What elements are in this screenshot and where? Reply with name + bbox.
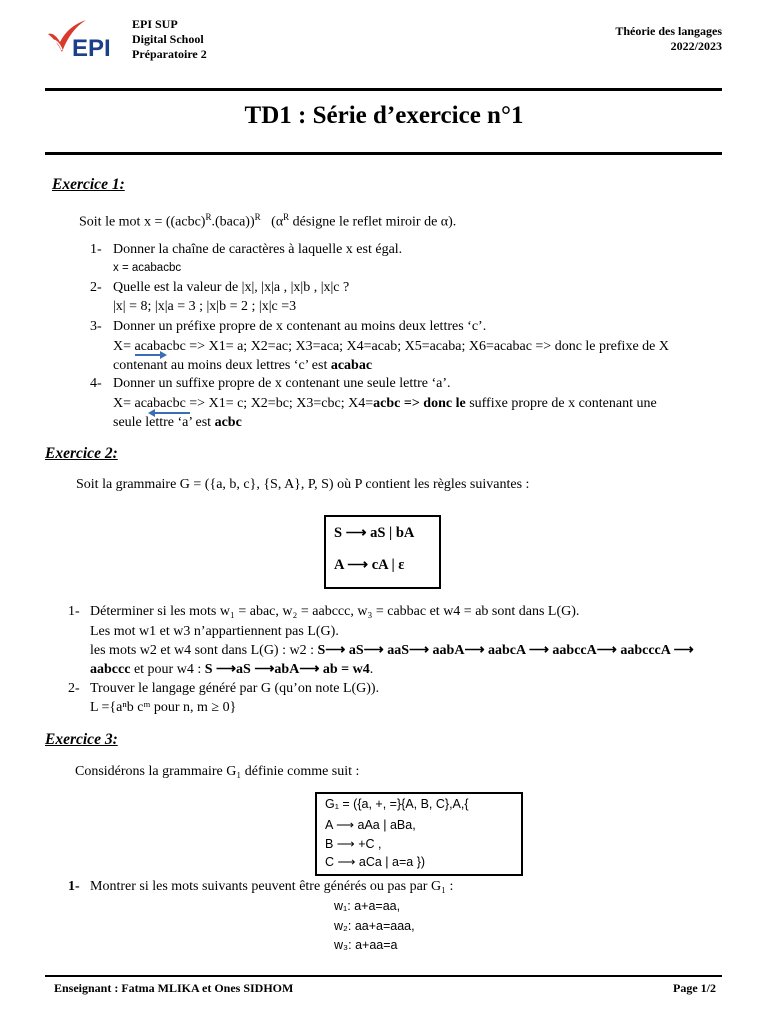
ex2-q2-num: 2-: [68, 681, 80, 696]
ex3-q1-text: Montrer si les mots suivants peuvent être générés ou pas par G₁ :: [90, 879, 454, 894]
school-line2: Digital School: [132, 32, 204, 46]
page-title: TD1 : Série d’exercice n°1: [244, 102, 524, 129]
footer-page: Page 1/2: [673, 981, 716, 995]
ex2-rules-box: [324, 515, 441, 589]
ex2-rule2: A ⟶ cA | ε: [334, 557, 405, 573]
ex1-q1-num: 1-: [90, 242, 102, 257]
ex1-q4-num: 4-: [90, 376, 102, 391]
ex1-a3-line1: X= acabacbc => X1= a; X2=ac; X3=aca; X4=acab; X5=acaba; X6=acabac => donc le prefixe de X: [113, 339, 669, 354]
footer-rule: [45, 975, 722, 977]
epi-logo: [46, 18, 126, 62]
ex2-a2: L ={aⁿb cᵐ pour n, m ≥ 0}: [90, 700, 237, 715]
ex3-heading: Exercice 3:: [45, 731, 118, 748]
prefix-arrow-icon: [135, 354, 165, 356]
ex3-intro: Considérons la grammaire G₁ définie comme suit :: [75, 764, 360, 779]
ex1-a1: x = acabacbc: [113, 262, 182, 274]
ex3-box-line1: G₁ = ({a, +, =}{A, B, C},A,{: [325, 797, 469, 811]
ex1-q3-num: 3-: [90, 319, 102, 334]
ex3-box-line4: C ⟶ aCa | a=a }): [325, 855, 426, 869]
ex3-w1: w₁: a+a=aa,: [334, 899, 401, 913]
ex1-q3-text: Donner un préfixe propre de x contenant au moins deux lettres ‘c’.: [113, 319, 487, 334]
ex2-a1-line3: aabccc et pour w4 : S ⟶aS ⟶abA⟶ ab = w4.: [90, 662, 374, 677]
ex1-heading: Exercice 1:: [52, 176, 125, 193]
ex2-q2-text: Trouver le langage généré par G (qu’on note L(G)).: [90, 681, 380, 696]
logo-text: EPI: [72, 35, 111, 62]
ex2-a1-line2: les mots w2 et w4 sont dans L(G) : w2 : S⟶ aS⟶ aaS⟶ aabA⟶ aabcA ⟶ aabccA⟶ aabcccA ⟶: [90, 643, 694, 658]
ex1-q4-text: Donner un suffixe propre de x contenant une seule lettre ‘a’.: [113, 376, 451, 391]
ex1-a4-line1: X= acabacbc => X1= c; X2=bc; X3=cbc; X4=acbc => donc le suffixe propre de x contenant une: [113, 396, 657, 411]
title-rule-top: [45, 88, 722, 91]
ex1-q1-text: Donner la chaîne de caractères à laquelle x est égal.: [113, 242, 403, 257]
ex2-q1-text: Déterminer si les mots w₁ = abac, w₂ = aabccc, w₃ = cabbac et w4 = ab sont dans L(G).: [90, 604, 580, 619]
ex1-q2-text: Quelle est la valeur de |x|, |x|a , |x|b , |x|c ?: [113, 280, 350, 295]
footer-teacher: Enseignant : Fatma MLIKA et Ones SIDHOM: [54, 981, 294, 995]
suffix-arrow-icon: [150, 412, 190, 414]
course-name: Théorie des langages: [615, 24, 722, 38]
ex3-box-line3: B ⟶ +C ,: [325, 837, 382, 851]
ex1-a4-line2: seule lettre ‘a’ est acbc: [113, 415, 242, 430]
ex1-a3-line2: contenant au moins deux lettres ‘c’ est acabac: [113, 358, 373, 373]
ex3-q1-num: 1-: [68, 879, 80, 894]
ex3-box-line2: A ⟶ aAa | aBa,: [325, 818, 416, 832]
ex2-intro: Soit la grammaire G = ({a, b, c}, {S, A}, P, S) où P contient les règles suivantes :: [76, 477, 530, 492]
ex2-a1-line1: Les mot w1 et w3 n’appartiennent pas L(G).: [90, 624, 339, 639]
ex1-intro: Soit le mot x = ((acbc)$^R$.(baca))$^R$ ($\alpha^R$ désigne le reflet miroir de α).: [79, 212, 457, 230]
ex2-heading: Exercice 2:: [45, 445, 118, 462]
ex2-rule1: S ⟶ aS | bA: [334, 525, 415, 541]
ex1-a2: |x| = 8; |x|a = 3 ; |x|b = 2 ; |x|c =3: [113, 299, 297, 314]
school-line1: EPI SUP: [132, 17, 178, 31]
ex1-q2-num: 2-: [90, 280, 102, 295]
school-line3: Préparatoire 2: [132, 47, 207, 61]
ex3-w3: w₃: a+aa=a: [334, 938, 398, 952]
ex2-q1-num: 1-: [68, 604, 80, 619]
ex3-w2: w₂: aa+a=aaa,: [334, 919, 415, 933]
title-rule-bottom: [45, 152, 722, 155]
ex3-grammar-box: [315, 792, 523, 876]
school-year: 2022/2023: [670, 39, 722, 53]
